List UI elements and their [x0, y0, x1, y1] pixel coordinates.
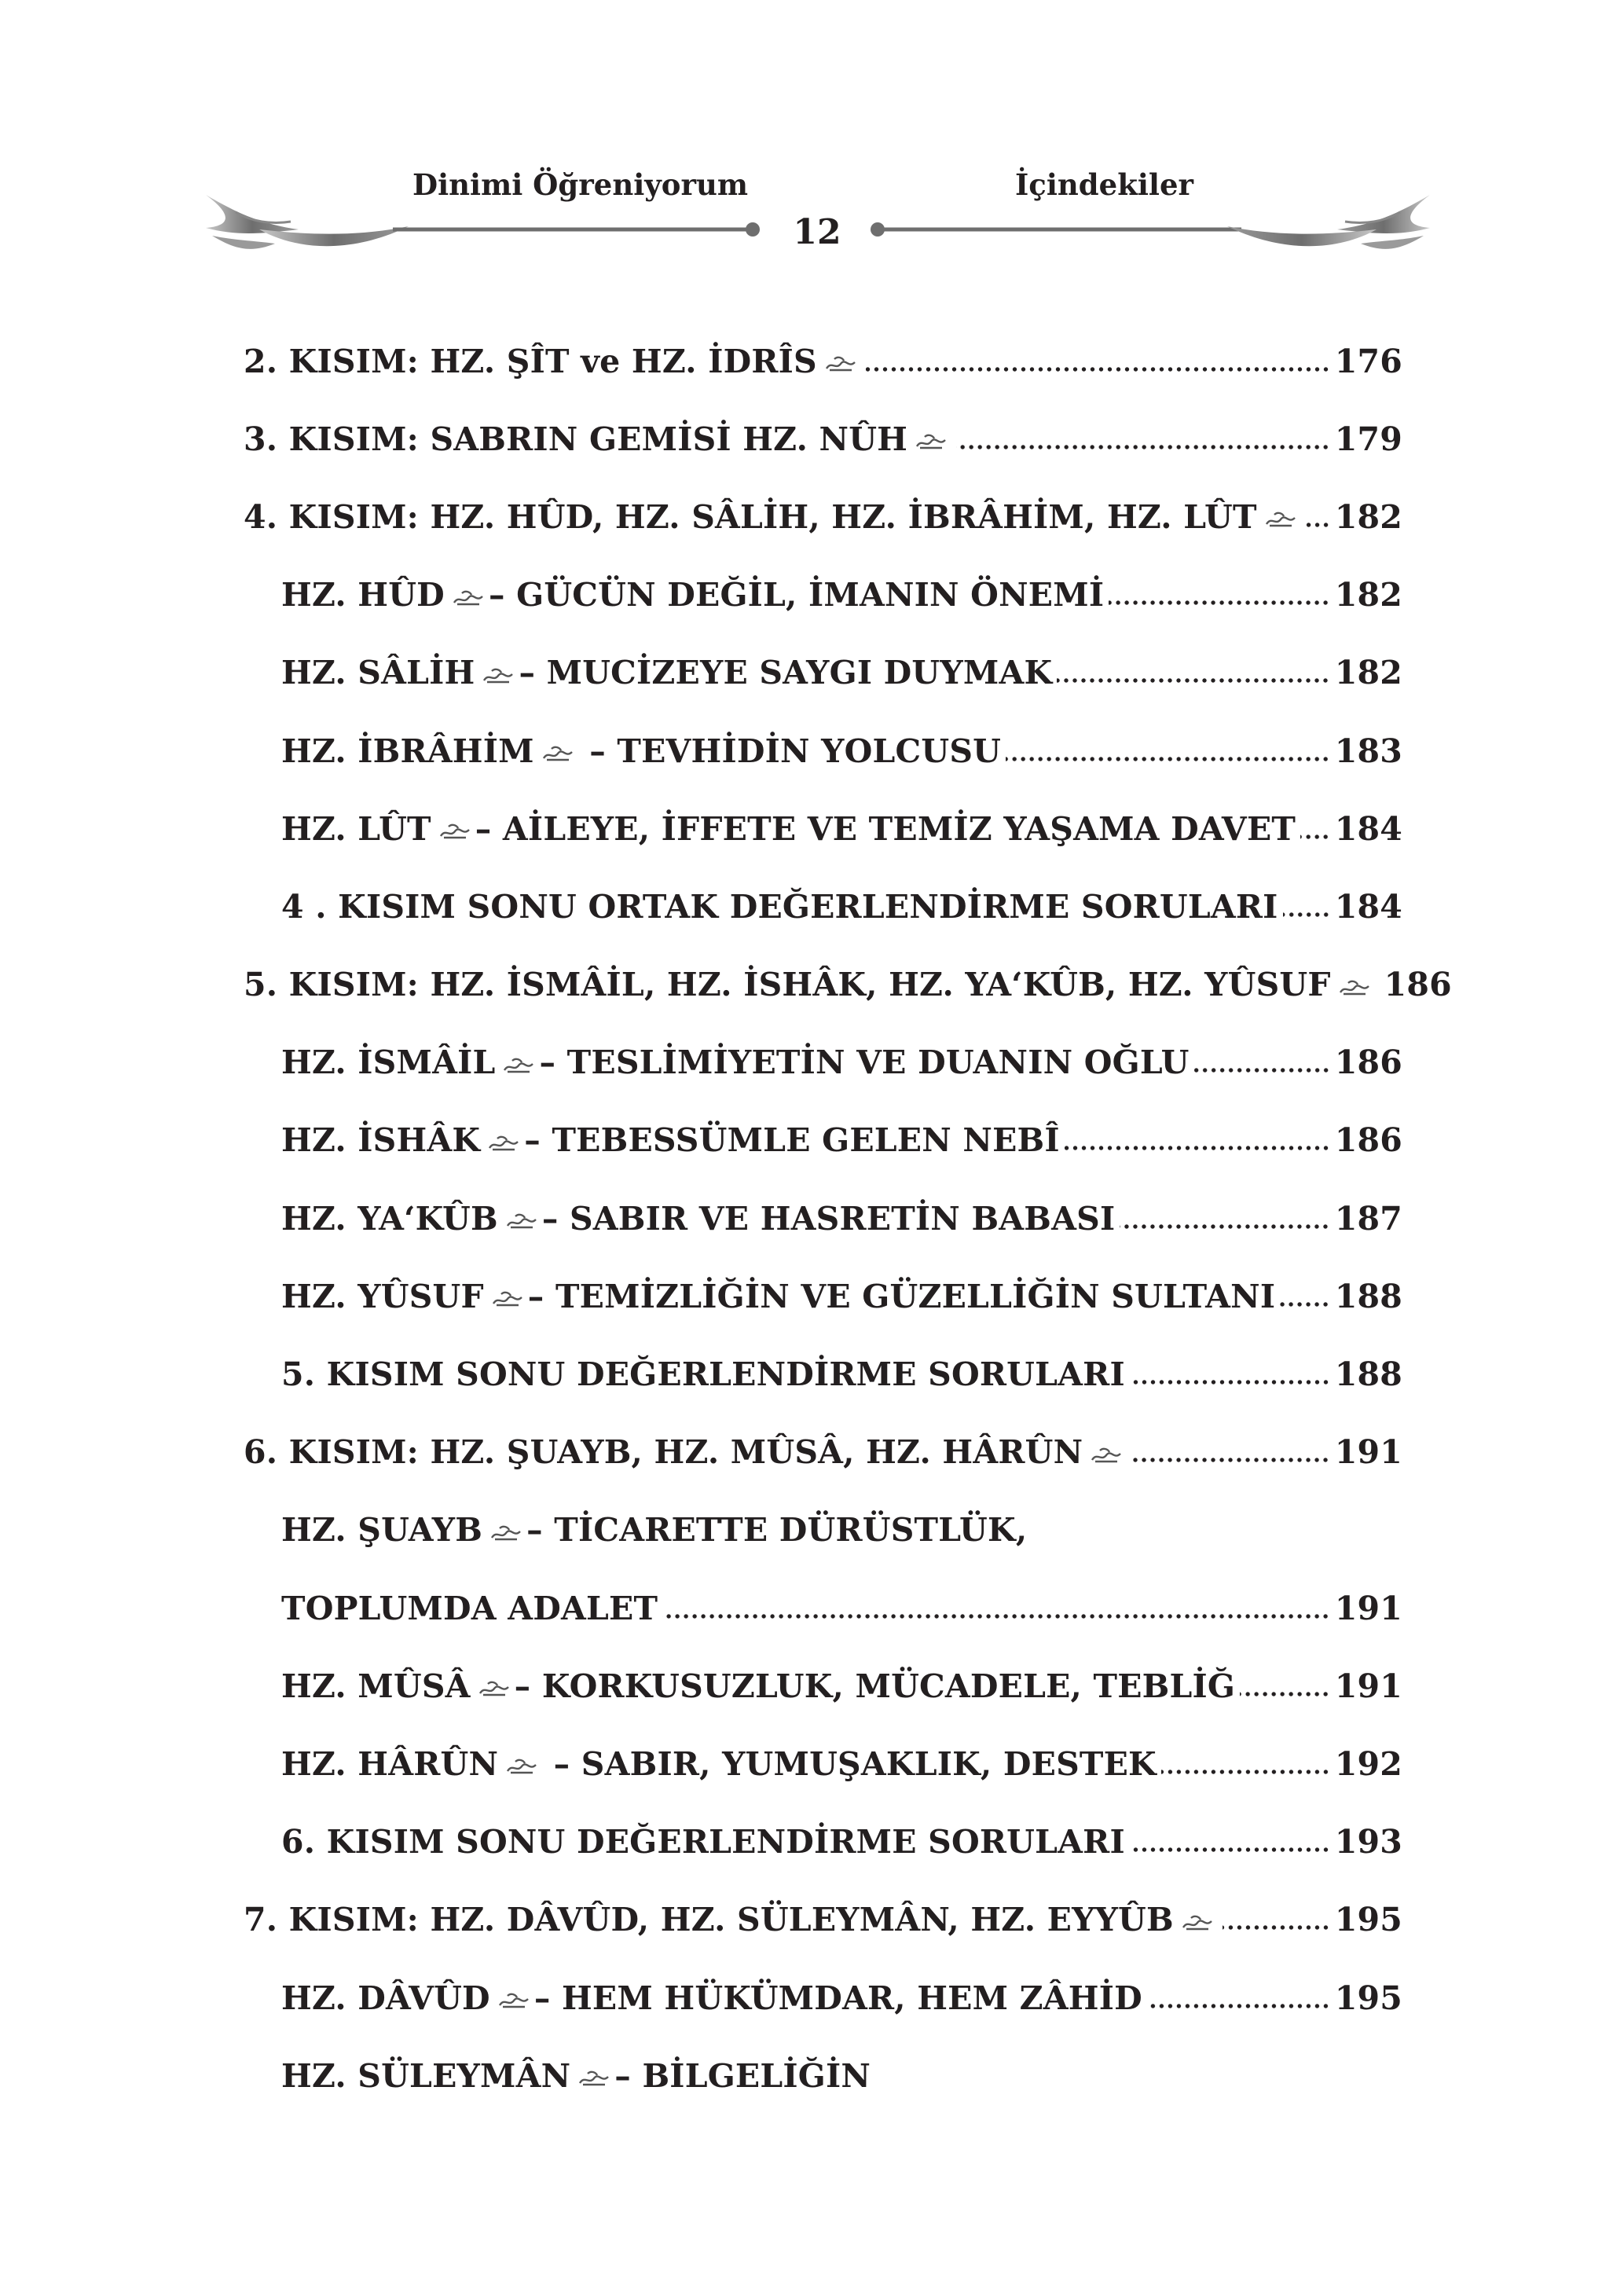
honorific-calligraphy-icon [482, 666, 514, 685]
toc-entry-title [281, 1043, 1190, 1081]
page-number: 12 [793, 212, 841, 252]
toc-entry-page-number: 182 [1334, 654, 1402, 692]
dot-leader [1280, 1301, 1330, 1308]
page-header [0, 0, 1624, 267]
honorific-calligraphy-icon [503, 1056, 534, 1075]
toc-entry-title [281, 1200, 1115, 1238]
right-rule-dot [871, 222, 885, 237]
toc-entry-subtitle: – GÜCÜN DEĞİL, İMANIN ÖNEMİ [488, 576, 1105, 614]
left-flourish-icon [206, 195, 409, 249]
toc-entry-title [244, 420, 951, 458]
toc-entry-title [281, 1278, 1275, 1315]
toc-entry-title [281, 1590, 658, 1627]
honorific-calligraphy-icon [506, 1212, 537, 1231]
toc-entry-page-number: 191 [1334, 1433, 1402, 1472]
dot-leader [1130, 1379, 1330, 1385]
toc-entry-name: HZ. HÂRÛN [281, 1744, 499, 1783]
dot-leader [662, 1613, 1330, 1619]
toc-entry-page-number: 191 [1334, 1667, 1402, 1705]
toc-entry[interactable] [244, 1803, 1402, 1881]
toc-entry[interactable] [244, 1257, 1402, 1335]
toc-entry-title [281, 732, 1001, 770]
toc-entry-page-number: 191 [1334, 1589, 1402, 1627]
toc-entry[interactable] [244, 2037, 1402, 2114]
toc-entry-title [281, 1355, 1125, 1393]
left-rule-dot [746, 222, 760, 237]
toc-entry[interactable] [244, 478, 1402, 556]
toc-entry[interactable] [244, 1569, 1402, 1647]
toc-entry-page-number: 184 [1334, 809, 1402, 848]
toc-entry-title [281, 1979, 1142, 2017]
toc-entry-subtitle: – HEM HÜKÜMDAR, HEM ZÂHİD [533, 1979, 1142, 2017]
toc-entry[interactable] [244, 1647, 1402, 1725]
toc-entry-title [281, 2057, 871, 2095]
toc-entry-page-number: 195 [1334, 1901, 1402, 1939]
honorific-calligraphy-icon [478, 1679, 510, 1698]
dot-leader [1130, 1847, 1330, 1853]
toc-entry-page-number: 187 [1334, 1199, 1402, 1238]
honorific-calligraphy-icon [498, 1991, 530, 2010]
honorific-calligraphy-icon [439, 822, 471, 841]
running-head-book-title: Dinimi Öğreniyorum [412, 167, 748, 202]
header-ornament-icon [0, 181, 1624, 267]
dot-leader [1147, 2003, 1330, 2009]
honorific-calligraphy-icon [1339, 978, 1370, 997]
dot-leader [866, 366, 1330, 372]
honorific-calligraphy-icon [490, 1524, 522, 1542]
toc-entry-title [281, 654, 1052, 691]
toc-entry[interactable] [244, 1179, 1402, 1257]
toc-entry-title [244, 1901, 1218, 1938]
toc-entry-page-number: 188 [1334, 1277, 1402, 1315]
toc-entry-name: TOPLUMDA ADALET [281, 1589, 658, 1627]
dot-leader [1306, 522, 1330, 528]
toc-entry[interactable] [244, 1024, 1402, 1102]
dot-leader [1300, 834, 1330, 840]
dot-leader [1283, 911, 1330, 918]
honorific-calligraphy-icon [578, 2069, 610, 2088]
honorific-calligraphy-icon [453, 589, 484, 607]
toc-entry-subtitle: – SABIR VE HASRETİN BABASI [541, 1199, 1116, 1238]
dot-leader [1109, 600, 1330, 606]
toc-entry-page-number: 179 [1334, 420, 1402, 458]
toc-entry[interactable] [244, 1102, 1402, 1179]
toc-entry-name: 6. KISIM: HZ. ŞUAYB, HZ. MÛSÂ, HZ. HÂRÛN [244, 1433, 1083, 1472]
toc-entry-title [281, 888, 1278, 926]
honorific-calligraphy-icon [825, 354, 856, 373]
toc-entry-name: HZ. MÛSÂ [281, 1667, 471, 1705]
honorific-calligraphy-icon [488, 1134, 519, 1153]
toc-entry-subtitle: – BİLGELİĞİN [614, 2056, 871, 2095]
running-head-section-title: İçindekiler [1015, 167, 1193, 202]
toc-entry-title [281, 1511, 1027, 1549]
toc-entry-subtitle: – SABIR, YUMUŞAKLIK, DESTEK [542, 1744, 1157, 1783]
toc-entry-name: 5. KISIM: HZ. İSMÂİL, HZ. İSHÂK, HZ. YA‘KÛB, HZ. YÛSUF [244, 966, 1331, 1004]
toc-entry[interactable] [244, 556, 1402, 634]
dot-leader [1120, 1223, 1329, 1230]
toc-entry-subtitle: – MUCİZEYE SAYGI DUYMAK [519, 654, 1053, 692]
toc-entry-name: HZ. ŞUAYB [281, 1511, 483, 1550]
toc-entry-name: HZ. LÛT [281, 809, 431, 848]
honorific-calligraphy-icon [1182, 1913, 1213, 1932]
toc-entry-name: HZ. İSHÂK [281, 1121, 481, 1160]
toc-entry-title [281, 1667, 1235, 1705]
toc-entry-title [281, 810, 1296, 848]
toc-entry-page-number: 192 [1334, 1744, 1402, 1783]
toc-entry-name: HZ. SÂLİH [281, 654, 475, 692]
right-flourish-icon [1227, 195, 1430, 249]
toc-entry-page-number: 183 [1334, 732, 1402, 770]
toc-entry-title [244, 1433, 1127, 1471]
toc-entry-title [244, 343, 861, 380]
honorific-calligraphy-icon [915, 432, 947, 451]
dot-leader [1131, 1457, 1330, 1463]
toc-entry[interactable] [244, 790, 1402, 867]
toc-entry-name: HZ. YA‘KÛB [281, 1199, 498, 1238]
toc-entry-title [281, 576, 1104, 614]
toc-entry-name: 3. KISIM: SABRIN GEMİSİ HZ. NÛH [244, 420, 908, 458]
toc-entry-name: HZ. İBRÂHİM [281, 732, 534, 770]
toc-entry[interactable] [244, 712, 1402, 790]
toc-entry[interactable] [244, 322, 1402, 400]
toc-entry-page-number: 193 [1334, 1823, 1402, 1861]
toc-entry-title [281, 1745, 1157, 1783]
toc-entry-page-number: 188 [1334, 1355, 1402, 1394]
toc-entry-page-number: 182 [1334, 576, 1402, 614]
toc-entry-name: 7. KISIM: HZ. DÂVÛD, HZ. SÜLEYMÂN, HZ. EYYÛB [244, 1901, 1174, 1939]
toc-entry-name: 2. KISIM: HZ. ŞÎT ve HZ. İDRÎS [244, 342, 817, 380]
toc-entry[interactable] [244, 1881, 1402, 1959]
toc-entry[interactable] [244, 1491, 1402, 1569]
toc-entry-subtitle: – KORKUSUZLUK, MÜCADELE, TEBLİĞ [514, 1667, 1236, 1705]
toc-entry-name: 4. KISIM: HZ. HÛD, HZ. SÂLİH, HZ. İBRÂHİM, HZ. LÛT [244, 497, 1257, 536]
dot-leader [1223, 1924, 1330, 1931]
table-of-contents [244, 322, 1452, 2114]
toc-entry[interactable] [244, 634, 1402, 712]
toc-entry[interactable] [244, 1725, 1402, 1803]
toc-entry-name: HZ. İSMÂİL [281, 1043, 496, 1082]
toc-entry[interactable] [244, 400, 1402, 478]
toc-entry[interactable] [244, 867, 1402, 945]
honorific-calligraphy-icon [506, 1757, 537, 1776]
toc-entry-page-number: 195 [1334, 1979, 1402, 2017]
toc-entry-title [281, 1823, 1125, 1861]
toc-entry-title [244, 966, 1375, 1003]
toc-entry-name: HZ. DÂVÛD [281, 1979, 490, 2017]
dot-leader [956, 444, 1330, 450]
toc-entry-name: HZ. SÜLEYMÂN [281, 2056, 571, 2095]
toc-entry-name: HZ. YÛSUF [281, 1277, 484, 1315]
honorific-calligraphy-icon [542, 744, 574, 763]
dot-leader [1194, 1067, 1330, 1073]
toc-entry-subtitle: – TEMİZLİĞİN VE GÜZELLİĞİN SULTANI [527, 1277, 1276, 1315]
toc-entry-subtitle: – TEVHİDİN YOLCUSU [577, 732, 1002, 770]
toc-entry-subtitle: – TİCARETTE DÜRÜSTLÜK, [526, 1511, 1028, 1550]
dot-leader [1006, 756, 1330, 762]
dot-leader [1240, 1691, 1330, 1697]
toc-entry-name: 6. KISIM SONU DEĞERLENDİRME SORULARI [281, 1823, 1125, 1861]
toc-entry-page-number: 186 [1384, 966, 1452, 1004]
toc-entry[interactable] [244, 1335, 1402, 1413]
dot-leader [1065, 1145, 1330, 1151]
honorific-calligraphy-icon [1091, 1446, 1122, 1465]
toc-entry[interactable] [244, 1414, 1402, 1491]
toc-entry-title [281, 1121, 1060, 1159]
toc-entry-page-number: 186 [1334, 1043, 1402, 1082]
toc-entry-subtitle: – TESLİMİYETİN VE DUANIN OĞLU [539, 1043, 1190, 1082]
toc-entry-subtitle: – AİLEYE, İFFETE VE TEMİZ YAŞAMA DAVET [475, 809, 1296, 848]
toc-entry-page-number: 176 [1334, 342, 1402, 380]
toc-entry-name: 4 . KISIM SONU ORTAK DEĞERLENDİRME SORULARI [281, 887, 1278, 926]
toc-entry[interactable] [244, 1959, 1402, 2037]
toc-entry-page-number: 186 [1334, 1121, 1402, 1160]
toc-entry-name: 5. KISIM SONU DEĞERLENDİRME SORULARI [281, 1355, 1125, 1394]
toc-entry-name: HZ. HÛD [281, 576, 445, 614]
toc-entry-page-number: 184 [1334, 887, 1402, 926]
honorific-calligraphy-icon [492, 1289, 523, 1308]
toc-entry[interactable] [244, 946, 1452, 1024]
dot-leader [1057, 677, 1330, 684]
honorific-calligraphy-icon [1265, 510, 1296, 529]
toc-entry-title [244, 498, 1301, 536]
dot-leader [1161, 1769, 1330, 1775]
toc-entry-page-number: 182 [1334, 497, 1402, 536]
toc-entry-subtitle: – TEBESSÜMLE GELEN NEBÎ [524, 1121, 1060, 1160]
